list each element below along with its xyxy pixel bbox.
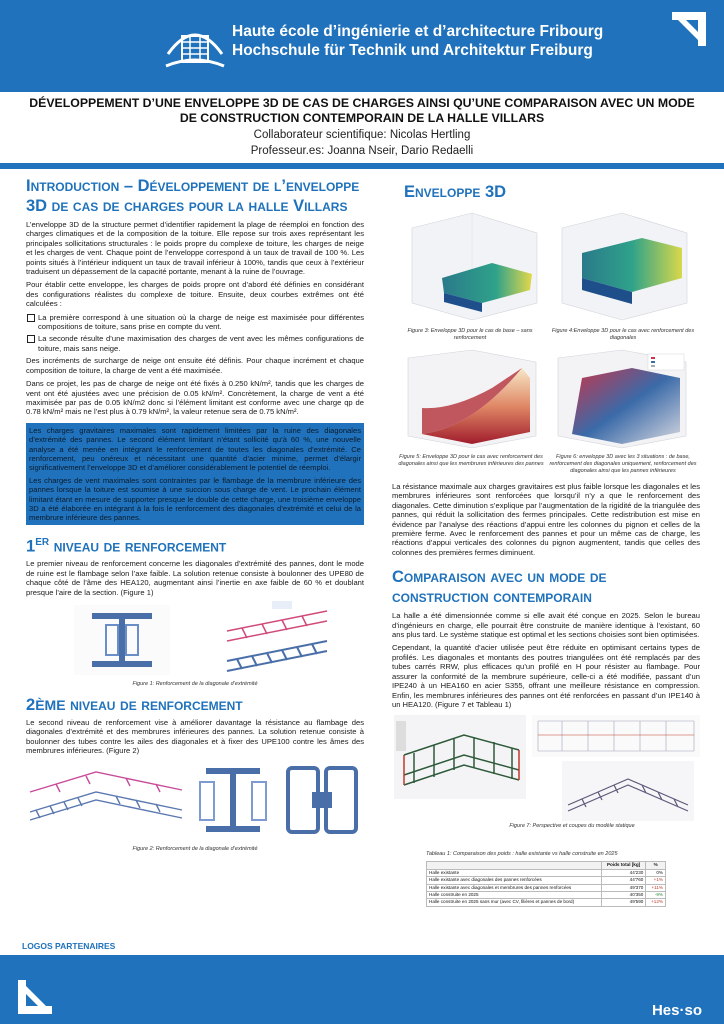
r1-heading-sup: ER <box>35 536 50 548</box>
professors-line: Professeur.es: Joanna Nseir, Dario Redaelli <box>250 144 474 157</box>
r1-heading-text: niveau de renforcement <box>53 537 227 556</box>
collaborator-line: Collaborateur scientifique: Nicolas Hertling <box>253 129 471 141</box>
partners-label: LOGOS PARTENAIRES <box>22 941 116 951</box>
table-row <box>427 891 666 898</box>
highlight-paragraph-2: Les charges de vent maximales sont contraintes par le flambage de la membrure inférieure des pannes lorsque la toiture est soumise à une succion sous charge de vent. Le prochain élément limitant étant en mesure de supporter presque le double de cette charge, une troisième enveloppe 3D a été élaborée en intégrant à la fois le renforcement des diagonales d’extrémité et celui de la membrure inférieure des pannes. <box>29 475 361 523</box>
table-cell-label: Halle construite en 2025 sans mur (avec CV, filières et pannes de bord) <box>427 899 602 906</box>
left-column <box>26 176 364 856</box>
comparison-paragraph-1: La halle a été dimensionnée comme si elle avait été conçue en 2025. Selon le bureau d’ingénieurs en charge, elle pourrait être construite de manière identique à l’existant, 60 ans plus tard. Le système statique est optimal et les sections choisies sont bien optimisées. <box>392 611 700 640</box>
figure-3-caption: Figure 3: Enveloppe 3D pour le cas de base – sans renforcement <box>407 328 533 341</box>
table-cell-percent: +1% <box>646 877 666 884</box>
figure-5-plot <box>402 348 542 452</box>
table-cell-weight: 44'760 <box>601 877 645 884</box>
intro-bullet-1: La première correspond à une situation où la charge de neige est maximisée pour différentes compositions de toiture, sans prise en compte du vent. <box>26 313 364 332</box>
table-header-percent: % <box>646 862 666 869</box>
highlight-box <box>26 423 364 525</box>
figure-3-plot <box>402 208 542 326</box>
envelope-paragraph: La résistance maximale aux charges gravitaires est plus faible lorsque les diagonales et les membrures inférieures sont renforcées que lorsqu’il n’y a que le renforcement des diagonales. Cette diminution s’explique par l’augmentation de la rigidité de la triangulée des pannes, qui réduit la sollicitation des fermes principales. Cette redistribution est mise en évidence par l’analyse des réactions d’appui entre les colonnes du pignon et celles de la première ferme. Avec le renforcement des pannes et pour un même cas de charge, les réactions d’appui verticales des colonnes du pignon augmentent, tandis que celles des colonnes des premières fermes diminuent. <box>392 482 700 557</box>
corner-mark-icon <box>672 12 706 46</box>
corner-mark-bottom-icon <box>18 980 52 1014</box>
figure-2 <box>26 760 364 856</box>
table-cell-label: Halle existante avec diagonales et membrures des pannes renforcées <box>427 884 602 891</box>
figure-4-plot <box>552 208 692 326</box>
r2-heading-text: niveau de renforcement <box>70 695 243 714</box>
figure-1-caption: Figure 1: Renforcement de la diagonale d’extrémité <box>132 680 258 687</box>
title-rule <box>0 163 724 169</box>
figure-7-perspective-icon <box>394 715 526 799</box>
r1-heading-number: 1 <box>26 537 36 556</box>
figure-1-section-icon <box>74 605 170 675</box>
table-cell-percent: +12% <box>646 899 666 906</box>
r2-heading-sup: ÈME <box>35 696 66 713</box>
figure-7-section-bottom-icon <box>562 761 694 821</box>
intro-paragraph-4: Dans ce projet, les pas de charge de neige ont été fixés à 0.250 kN/m², tandis que les charges de vent ont été ajustées avec une précision de 0.05 kN/m². Concrètement, la charge de vent a été maximisée par pas de 0.05 kN/m2 donc si l’élément limitant est conforme avec une charge qp de 0.78 kN/m² mais ne l’est plus à 0.79 kN/m², la valeur retenue sera de 0.75 kN/m². <box>26 379 364 417</box>
table-row <box>427 877 666 884</box>
table-header-label <box>427 862 602 869</box>
figure-2-section-a-icon <box>198 762 268 838</box>
figure-2-caption: Figure 2: Renforcement de la diagonale d’extrémité <box>132 845 258 852</box>
table-header-row <box>427 862 666 869</box>
highlight-paragraph-1: Les charges gravitaires maximales sont rapidement limitées par la ruine des diagonales d’extrémité des pannes. Le second élément limitant n’étant sollicité qu’à 60 %, une nouvelle analyse a été menée en intégrant le renforcement de toutes les diagonales d’extrémité. Ce renforcement, peu onéreux et nécessitant une quantité d’acier minime, permet d’élargir significativement l’enveloppe 3D et d’améliorer considérablement le potentiel de réemploi. <box>29 425 361 473</box>
table-cell-weight: 49'590 <box>601 899 645 906</box>
intro-bullet-2: La seconde résulte d’une maximisation des charges de vent avec les mêmes configurations de toiture, mais sans neige. <box>26 334 364 353</box>
envelope-figures <box>392 208 700 474</box>
footer-banner <box>0 955 724 1024</box>
intro-heading: Introduction – Développement de l’enveloppe 3D de cas de charges pour la halle Villars <box>26 177 360 215</box>
figure-7-caption: Figure 7: Perspective et coupes du modèle statique <box>509 823 635 830</box>
intro-paragraph-1: L’enveloppe 3D de la structure permet d’identifier rapidement la plage de réemploi en fonction des charges climatiques et de la composition de la toiture. Elle repose sur trois axes représentant les principales sollicitations structurales : le poids propre du complexe de toiture, les charges de neige et les charges de vent. Chaque point de l’enveloppe correspond à un taux de travail de 100 %. Les points situés à l’intérieur indiquent un taux de travail inférieur à 100%, tandis que ceux à l’extérieur traduisent un dépassement de la capacité portante, menant à la ruine de l’ouvrage. <box>26 220 364 277</box>
figure-6-caption: Figure 6: enveloppe 3D avec les 3 situations : de base, renforcement des diagonales uniquement, renforcement des diagonales ainsi que les pannes inférieures <box>549 454 697 474</box>
table-row <box>427 899 666 906</box>
table-cell-label: Halle construite en 2025 <box>427 891 602 898</box>
table-cell-weight: 44'230 <box>601 869 645 876</box>
weights-table <box>426 861 666 906</box>
hes-so-logo: Hes·so <box>651 1002 702 1019</box>
title-block <box>0 96 724 159</box>
figure-7 <box>392 713 700 837</box>
comparison-paragraph-2: Cependant, la quantité d’acier utilisée peut être réduite en optimisant certains types de profilés. Les diagonales et montants des poutres triangulées ont été remplacés par des tubes carrés RRW, plus efficaces qu’un profilé en H pour résister au flambage. Pour assurer la conformité de la membrure supérieure, celle-ci a été modifiée, passant d’un IPE240 à un HEA160 en acier S355, offrant une meilleure résistance en compression. Enfin, les membrures inférieures des pannes ont été renforcées en passant d’un IPE140 à un HEA120. (Figure 7 et Tableau 1) <box>392 643 700 709</box>
right-column <box>392 176 700 907</box>
table-cell-percent: +11% <box>646 884 666 891</box>
figure-1-truss-icon <box>222 601 332 679</box>
table-row <box>427 884 666 891</box>
institution-name-fr: Haute école d’ingénierie et d’architecture Fribourg <box>232 23 604 40</box>
r2-heading <box>26 695 364 715</box>
r1-paragraph: Le premier niveau de renforcement concerne les diagonales d’extrémité des pannes, dont le mode de ruine est le flambage selon l’axe faible. La solution retenue consiste à boulonner des UPE80 de chaque côté de l’âme des HEA120, augmentant ainsi l’inertie en axe faible de 60 % et doublant presque l’aire de la section. (Figure 1) <box>26 559 364 597</box>
table-1-block <box>426 851 700 906</box>
school-logo-icon <box>164 14 226 72</box>
table-cell-weight: 49'370 <box>601 884 645 891</box>
r2-paragraph: Le second niveau de renforcement vise à améliorer davantage la résistance au flambage des diagonales d’extrémité et des membrures inférieures des pannes. La solution retenue consiste à boulonner des tubes contre les ailes des diagonales et à fixer des UPE100 contre les âmes des membrures inférieures. (Figure 2) <box>26 717 364 756</box>
table-cell-label: Halle existante <box>427 869 602 876</box>
table-cell-weight: 40'350 <box>601 891 645 898</box>
table-header-weight: Poids total [kg] <box>601 862 645 869</box>
table-row <box>427 869 666 876</box>
figure-7-section-top-icon <box>532 715 700 757</box>
figure-2-structure-icon <box>26 762 186 838</box>
poster-title: DÉVELOPPEMENT D’UNE ENVELOPPE 3D DE CAS DE CHARGES AINSI QU’UNE COMPARAISON AVEC UN MODE DE CONSTRUCTION CONTEMPORAIN DE LA HALLE VILLARS <box>29 96 695 125</box>
figure-5-caption: Figure 5: Enveloppe 3D pour le cas avec renforcement des diagonales ainsi que les membrures inférieures des pannes <box>398 454 544 467</box>
intro-paragraph-2: Pour établir cette enveloppe, les charges de poids propre ont d’abord été définies en considérant des configurations réalistes du complexe de toiture. Ensuite, deux courbes extrêmes ont été calculées : <box>26 280 364 309</box>
r1-heading <box>26 533 364 557</box>
table-cell-percent: -9% <box>646 891 666 898</box>
figure-1 <box>26 601 364 693</box>
r2-heading-number: 2 <box>26 695 36 714</box>
institution-name <box>232 22 603 60</box>
envelope-heading: Enveloppe 3D <box>404 183 507 201</box>
table-cell-label: Halle existante avec diagonales des pannes renforcées <box>427 877 602 884</box>
figure-2-section-b-icon <box>282 762 362 838</box>
header-banner <box>0 0 724 92</box>
comparison-heading: Comparaison avec un mode de construction contemporain <box>392 568 607 607</box>
figure-6-plot <box>552 348 692 452</box>
institution-name-de: Hochschule für Technik und Architektur Freiburg <box>232 42 593 59</box>
table-cell-percent: 0% <box>646 869 666 876</box>
intro-paragraph-3: Des incréments de surcharge de neige ont ensuite été définis. Pour chaque incrément et chaque composition de toiture, la charge de vent a été maximisée. <box>26 356 364 375</box>
table-1-caption: Tableau 1: Comparaison des poids : halle existante vs halle construite en 2025 <box>426 851 618 858</box>
figure-4-caption: Figure 4:Enveloppe 3D pour le cas avec renforcement des diagonales <box>551 328 695 341</box>
